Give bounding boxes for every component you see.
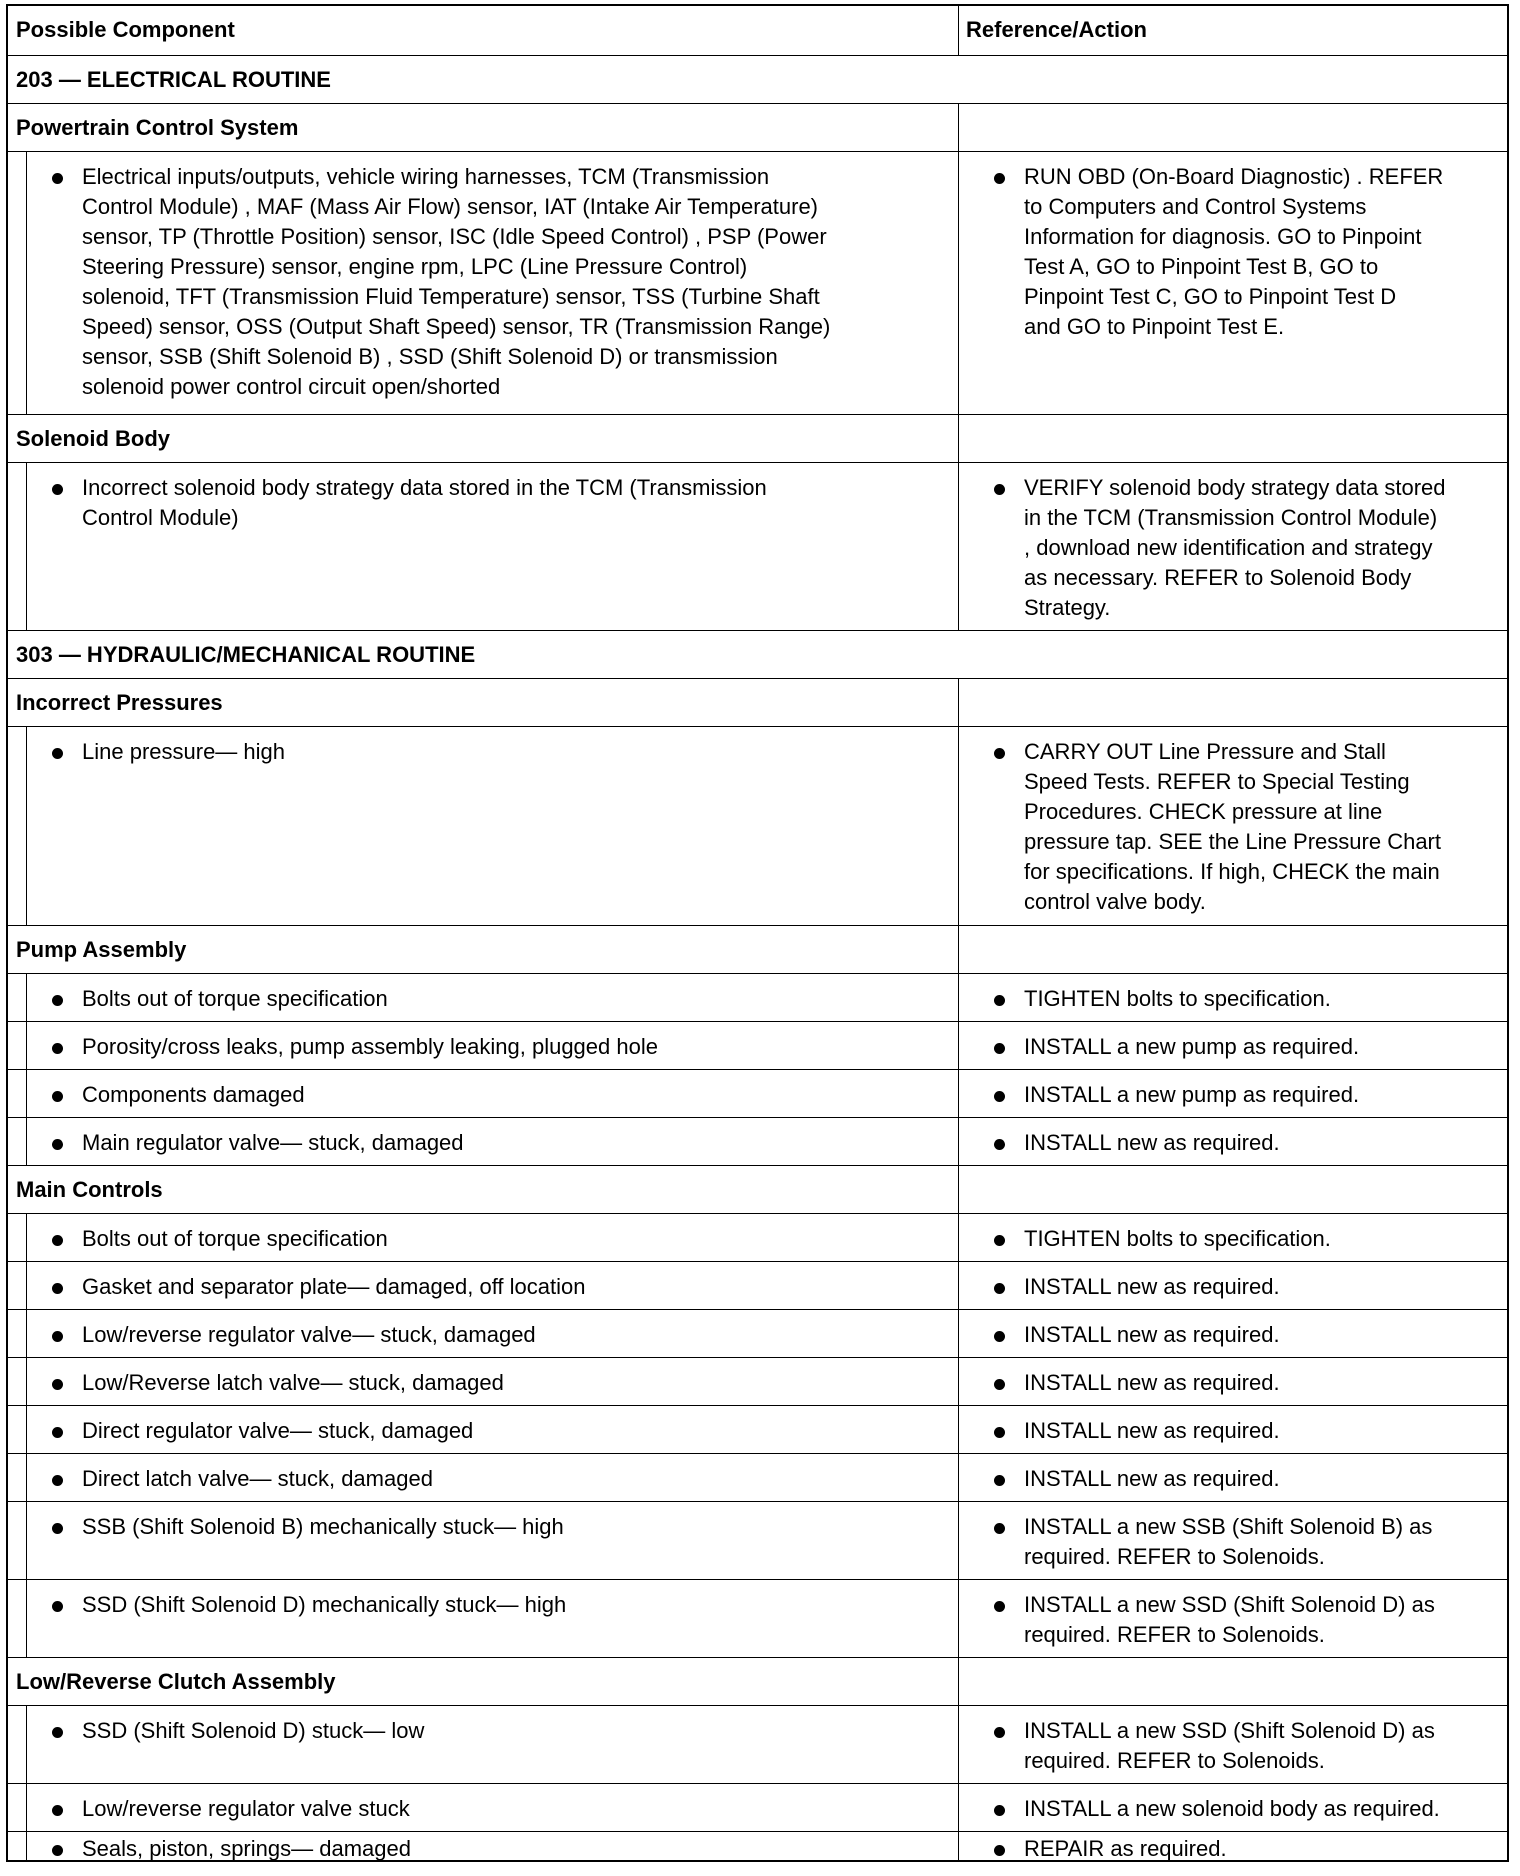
table-row [8,726,1507,925]
component-cell: Line pressure— high [52,737,952,767]
group-label: Incorrect Pressures [16,690,223,715]
group-row-main-controls [8,1165,1507,1213]
component-cell: Bolts out of torque specification [52,1224,952,1254]
component-cell: Direct regulator valve— stuck, damaged [52,1416,952,1446]
diagnostic-table [6,4,1509,1862]
action-cell: CARRY OUT Line Pressure and Stall Speed Tests. REFER to Special Testing Procedures. CHECK pressure at line pressure tap. SEE the Line Pressure Chart for specifications. If high, CHECK the main control valve body. [994,737,1504,917]
component-cell: Low/reverse regulator valve— stuck, damaged [52,1320,952,1350]
component-cell: Low/Reverse latch valve— stuck, damaged [52,1368,952,1398]
action-cell: INSTALL new as required. [994,1416,1504,1446]
bullet-icon [52,1523,63,1534]
group-row-solenoid-body [8,414,1507,462]
action-cell: INSTALL a new solenoid body as required. [994,1794,1504,1824]
action-cell: INSTALL new as required. [994,1128,1504,1158]
action-cell: INSTALL a new SSD (Shift Solenoid D) as required. REFER to Solenoids. [994,1590,1504,1650]
table-row [8,1453,1507,1501]
bullet-icon [52,1331,63,1342]
table-row [8,1261,1507,1309]
bullet-icon [994,1523,1005,1534]
group-label: Low/Reverse Clutch Assembly [16,1669,336,1694]
bullet-icon [52,995,63,1006]
table-row [8,1501,1507,1579]
bullet-icon [994,1427,1005,1438]
section-row-electrical [8,55,1507,103]
component-cell: Components damaged [52,1080,952,1110]
section-label: 303 — HYDRAULIC/MECHANICAL ROUTINE [16,642,476,667]
bullet-icon [994,1845,1005,1856]
table-row [8,151,1507,414]
bullet-icon [994,1139,1005,1150]
bullet-icon [52,1727,63,1738]
component-cell: Direct latch valve— stuck, damaged [52,1464,952,1494]
action-cell: INSTALL a new pump as required. [994,1080,1504,1110]
table-row [8,1213,1507,1261]
action-cell: INSTALL new as required. [994,1368,1504,1398]
component-cell: Gasket and separator plate— damaged, off location [52,1272,952,1302]
bullet-icon [994,173,1005,184]
table-row [8,1579,1507,1657]
action-cell: INSTALL new as required. [994,1320,1504,1350]
action-cell: TIGHTEN bolts to specification. [994,1224,1504,1254]
bullet-icon [994,748,1005,759]
component-cell: Porosity/cross leaks, pump assembly leaking, plugged hole [52,1032,952,1062]
bullet-icon [994,1475,1005,1486]
component-cell: SSD (Shift Solenoid D) mechanically stuck— high [52,1590,952,1620]
component-cell: Bolts out of torque specification [52,984,952,1014]
component-cell: Electrical inputs/outputs, vehicle wiring harnesses, TCM (Transmission Control Module) , MAF (Mass Air Flow) sensor, IAT (Intake Air Temperature) sensor, TP (Throttle Position) sensor, ISC (Idle Speed Control) , PSP (Power Steering Pressure) sensor, engine rpm, LPC (Line Pressure Control) solenoid, TFT (Transmission Fluid Temperature) sensor, TSS (Turbine Shaft Speed) sensor, OSS (Output Shaft Speed) sensor, TR (Transmission Range) sensor, SSB (Shift Solenoid B) , SSD (Shift Solenoid D) or transmission solenoid power control circuit open/shorted [52,162,952,402]
bullet-icon [994,484,1005,495]
table-row [8,1783,1507,1831]
bullet-icon [994,1235,1005,1246]
component-cell: SSB (Shift Solenoid B) mechanically stuck— high [52,1512,952,1542]
table-row [8,1117,1507,1165]
action-cell: REPAIR as required. [994,1834,1504,1864]
table-header-row [8,6,1507,55]
bullet-icon [994,1379,1005,1390]
bullet-icon [994,1091,1005,1102]
group-label: Pump Assembly [16,937,187,962]
table-row [8,1831,1507,1862]
bullet-icon [994,1727,1005,1738]
component-cell: SSD (Shift Solenoid D) stuck— low [52,1716,952,1746]
group-row-incorrect-pressures [8,678,1507,726]
bullet-icon [52,748,63,759]
section-row-hydraulic [8,630,1507,678]
component-cell: Low/reverse regulator valve stuck [52,1794,952,1824]
bullet-icon [52,1235,63,1246]
action-cell: INSTALL a new SSB (Shift Solenoid B) as required. REFER to Solenoids. [994,1512,1504,1572]
bullet-icon [994,1805,1005,1816]
group-label: Solenoid Body [16,426,170,451]
table-row [8,462,1507,630]
action-cell: VERIFY solenoid body strategy data stored in the TCM (Transmission Control Module) , download new identification and strategy as necessary. REFER to Solenoid Body Strategy. [994,473,1504,623]
bullet-icon [52,484,63,495]
section-label: 203 — ELECTRICAL ROUTINE [16,67,331,92]
table-row [8,1021,1507,1069]
group-row-low-reverse-clutch [8,1657,1507,1705]
bullet-icon [994,1043,1005,1054]
bullet-icon [52,1283,63,1294]
bullet-icon [52,1427,63,1438]
group-label: Main Controls [16,1177,163,1202]
table-row [8,1357,1507,1405]
bullet-icon [52,1139,63,1150]
component-cell: Main regulator valve— stuck, damaged [52,1128,952,1158]
action-cell: INSTALL a new SSD (Shift Solenoid D) as required. REFER to Solenoids. [994,1716,1504,1776]
bullet-icon [52,1805,63,1816]
action-cell: INSTALL a new pump as required. [994,1032,1504,1062]
component-cell: Seals, piston, springs— damaged [52,1834,952,1864]
bullet-icon [52,173,63,184]
table-row [8,1405,1507,1453]
table-row [8,973,1507,1021]
action-cell: INSTALL new as required. [994,1464,1504,1494]
bullet-icon [52,1091,63,1102]
table-row [8,1309,1507,1357]
possible-component-header: Possible Component [16,17,235,42]
bullet-icon [994,1601,1005,1612]
group-row-pump-assembly [8,925,1507,973]
table-row [8,1069,1507,1117]
bullet-icon [52,1845,63,1856]
group-row-powertrain [8,103,1507,151]
component-cell: Incorrect solenoid body strategy data stored in the TCM (Transmission Control Module) [52,473,952,533]
bullet-icon [994,995,1005,1006]
reference-action-header: Reference/Action [966,17,1147,42]
action-cell: TIGHTEN bolts to specification. [994,984,1504,1014]
bullet-icon [52,1601,63,1612]
bullet-icon [52,1043,63,1054]
bullet-icon [994,1283,1005,1294]
action-cell: RUN OBD (On-Board Diagnostic) . REFER to Computers and Control Systems Information for diagnosis. GO to Pinpoint Test A, GO to Pinpoint Test B, GO to Pinpoint Test C, GO to Pinpoint Test D and GO to Pinpoint Test E. [994,162,1504,342]
action-cell: INSTALL new as required. [994,1272,1504,1302]
bullet-icon [52,1379,63,1390]
bullet-icon [52,1475,63,1486]
bullet-icon [994,1331,1005,1342]
table-row [8,1705,1507,1783]
group-label: Powertrain Control System [16,115,299,140]
